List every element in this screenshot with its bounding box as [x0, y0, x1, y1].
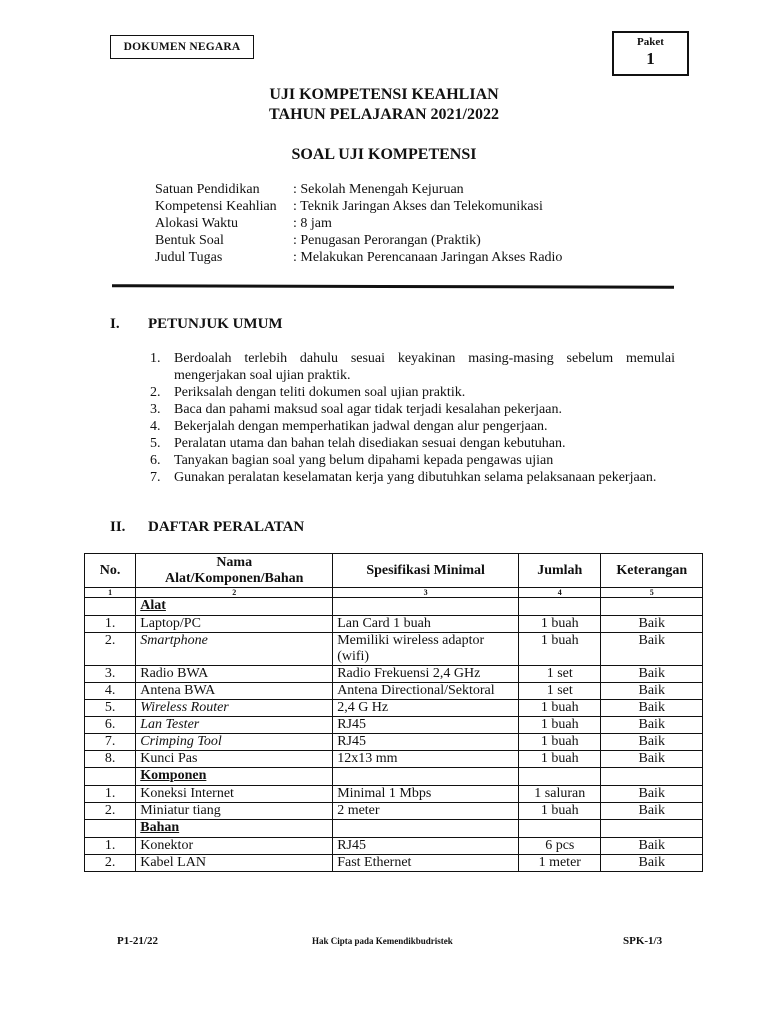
meta-value: : Sekolah Menengah Kejuruan: [293, 182, 464, 197]
header-spec: Spesifikasi Minimal: [333, 554, 519, 588]
instruction-text: Tanyakan bagian soal yang belum dipahami kepada pengawas ujian: [174, 453, 554, 468]
category-label: Bahan: [136, 820, 333, 838]
paket-label: Paket: [637, 36, 664, 48]
table-row: [85, 751, 703, 768]
meta-row: [155, 181, 562, 198]
item-spec: Lan Card 1 buah: [333, 616, 519, 633]
meta-key: Bentuk Soal: [155, 233, 224, 248]
item-note: Baik: [601, 666, 703, 683]
instruction-text: Bekerjalah dengan memperhatikan jadwal dengan alur pengerjaan.: [174, 419, 548, 434]
header-note: Keterangan: [601, 554, 703, 588]
item-name: Smartphone: [136, 633, 333, 666]
empty-cell: [601, 768, 703, 786]
table-row: [85, 838, 703, 855]
item-name: Crimping Tool: [136, 734, 333, 751]
header-no: No.: [85, 554, 136, 588]
empty-cell: [333, 820, 519, 838]
item-quantity: 1 set: [519, 683, 601, 700]
title-line-1: UJI KOMPETENSI KEAHLIAN: [269, 86, 499, 103]
item-note: Baik: [601, 751, 703, 768]
item-quantity: 1 buah: [519, 751, 601, 768]
row-number: 1.: [85, 786, 136, 803]
row-number: 2.: [85, 803, 136, 820]
table-index-row: [85, 588, 703, 598]
item-name: Koneksi Internet: [136, 786, 333, 803]
equipment-table: [84, 553, 703, 872]
empty-cell: [333, 768, 519, 786]
empty-cell: [519, 768, 601, 786]
item-name: Kunci Pas: [136, 751, 333, 768]
row-number: 1.: [85, 616, 136, 633]
meta-row: [155, 232, 562, 249]
row-number: 6.: [85, 717, 136, 734]
meta-row: [155, 215, 562, 232]
meta-row: [155, 249, 562, 266]
instruction-text: Periksalah dengan teliti dokumen soal ujian praktik.: [174, 385, 466, 400]
meta-value: : 8 jam: [293, 216, 332, 231]
instruction-item: [148, 384, 675, 401]
item-spec: Radio Frekuensi 2,4 GHz: [333, 666, 519, 683]
general-instructions-list: [148, 350, 675, 486]
section-1-title: PETUNJUK UMUM: [148, 316, 283, 332]
instruction-item: [148, 401, 675, 418]
row-number: 5.: [85, 700, 136, 717]
instruction-text: Berdoalah terlebih dahulu sesuai keyakinan masing-masing sebelum memulai mengerjakan soal ujian praktik.: [174, 351, 675, 383]
table-row: [85, 786, 703, 803]
table-header-row: [85, 554, 703, 588]
item-name: Laptop/PC: [136, 616, 333, 633]
item-spec: Minimal 1 Mbps: [333, 786, 519, 803]
table-row: [85, 717, 703, 734]
empty-cell: [85, 820, 136, 838]
row-number: 2.: [85, 633, 136, 666]
table-row: [85, 666, 703, 683]
footer-copyright: Hak Cipta pada Kemendikbudristek: [312, 936, 453, 946]
item-quantity: 1 buah: [519, 700, 601, 717]
item-spec: RJ45: [333, 717, 519, 734]
item-name: Miniatur tiang: [136, 803, 333, 820]
item-quantity: 1 set: [519, 666, 601, 683]
table-row: [85, 803, 703, 820]
empty-cell: [85, 598, 136, 616]
item-note: Baik: [601, 717, 703, 734]
instruction-item: [148, 469, 675, 486]
row-number: 7.: [85, 734, 136, 751]
item-note: Baik: [601, 616, 703, 633]
item-name: Konektor: [136, 838, 333, 855]
instruction-number: 3.: [150, 402, 161, 417]
footer-page-code: SPK-1/3: [623, 935, 663, 947]
item-name: Lan Tester: [136, 717, 333, 734]
item-note: Baik: [601, 838, 703, 855]
section-2-title: DAFTAR PERALATAN: [148, 519, 305, 535]
section-2-number: II.: [110, 519, 126, 535]
item-quantity: 1 buah: [519, 717, 601, 734]
title-line-2: TAHUN PELAJARAN 2021/2022: [269, 106, 499, 123]
instruction-item: [148, 350, 675, 384]
table-row: [85, 734, 703, 751]
item-note: Baik: [601, 633, 703, 666]
meta-key: Judul Tugas: [155, 250, 223, 265]
column-index: 3: [333, 588, 519, 598]
item-note: Baik: [601, 803, 703, 820]
empty-cell: [519, 598, 601, 616]
item-spec: 2 meter: [333, 803, 519, 820]
item-spec: Antena Directional/Sektoral: [333, 683, 519, 700]
empty-cell: [333, 598, 519, 616]
instruction-text: Baca dan pahami maksud soal agar tidak terjadi kesalahan pekerjaan.: [174, 402, 562, 417]
table-row: [85, 633, 703, 666]
item-spec: Fast Ethernet: [333, 855, 519, 872]
instruction-item: [148, 452, 675, 469]
instruction-text: Gunakan peralatan keselamatan kerja yang dibutuhkan selama pelaksanaan pekerjaan.: [174, 470, 657, 485]
meta-key: Alokasi Waktu: [155, 216, 238, 231]
item-quantity: 1 meter: [519, 855, 601, 872]
row-number: 2.: [85, 855, 136, 872]
item-quantity: 1 buah: [519, 616, 601, 633]
item-quantity: 1 buah: [519, 734, 601, 751]
paket-box: [612, 31, 689, 76]
instruction-number: 5.: [150, 436, 161, 451]
exam-meta-info: [155, 181, 562, 266]
category-row: [85, 768, 703, 786]
instruction-text: Peralatan utama dan bahan telah disediakan sesuai dengan kebutuhan.: [174, 436, 566, 451]
item-spec: Memiliki wireless adaptor (wifi): [333, 633, 519, 666]
header-qty: Jumlah: [519, 554, 601, 588]
empty-cell: [519, 820, 601, 838]
category-label: Alat: [136, 598, 333, 616]
row-number: 1.: [85, 838, 136, 855]
row-number: 8.: [85, 751, 136, 768]
category-label: Komponen: [136, 768, 333, 786]
item-note: Baik: [601, 855, 703, 872]
section-1-number: I.: [110, 316, 120, 332]
row-number: 3.: [85, 666, 136, 683]
instruction-number: 7.: [150, 470, 161, 485]
table-row: [85, 683, 703, 700]
item-spec: 12x13 mm: [333, 751, 519, 768]
meta-row: [155, 198, 562, 215]
category-row: [85, 820, 703, 838]
instruction-number: 2.: [150, 385, 161, 400]
column-index: 1: [85, 588, 136, 598]
meta-value: : Teknik Jaringan Akses dan Telekomunikasi: [293, 199, 543, 214]
item-note: Baik: [601, 683, 703, 700]
meta-key: Satuan Pendidikan: [155, 182, 260, 197]
instruction-number: 1.: [150, 351, 161, 366]
item-spec: RJ45: [333, 838, 519, 855]
meta-key: Kompetensi Keahlian: [155, 199, 277, 214]
item-quantity: 6 pcs: [519, 838, 601, 855]
instruction-number: 6.: [150, 453, 161, 468]
item-spec: RJ45: [333, 734, 519, 751]
meta-value: : Penugasan Perorangan (Praktik): [293, 233, 481, 248]
item-name: Wireless Router: [136, 700, 333, 717]
column-index: 2: [136, 588, 333, 598]
item-spec: 2,4 G Hz: [333, 700, 519, 717]
instruction-item: [148, 435, 675, 452]
column-index: 5: [601, 588, 703, 598]
row-number: 4.: [85, 683, 136, 700]
item-name: Antena BWA: [136, 683, 333, 700]
document-classification-label: DOKUMEN NEGARA: [110, 35, 254, 59]
empty-cell: [85, 768, 136, 786]
table-row: [85, 616, 703, 633]
instruction-item: [148, 418, 675, 435]
item-note: Baik: [601, 786, 703, 803]
meta-value: : Melakukan Perencanaan Jaringan Akses Radio: [293, 250, 563, 265]
item-quantity: 1 saluran: [519, 786, 601, 803]
item-note: Baik: [601, 700, 703, 717]
item-note: Baik: [601, 734, 703, 751]
column-index: 4: [519, 588, 601, 598]
empty-cell: [601, 598, 703, 616]
paket-number: 1: [646, 49, 655, 68]
category-row: [85, 598, 703, 616]
item-quantity: 1 buah: [519, 633, 601, 666]
instruction-number: 4.: [150, 419, 161, 434]
header-name: Nama Alat/Komponen/Bahan: [136, 554, 333, 588]
item-quantity: 1 buah: [519, 803, 601, 820]
item-name: Kabel LAN: [136, 855, 333, 872]
document-subtitle: SOAL UJI KOMPETENSI: [291, 146, 477, 163]
table-row: [85, 700, 703, 717]
table-row: [85, 855, 703, 872]
footer-left-code: P1-21/22: [117, 935, 158, 947]
header-divider: [112, 284, 674, 288]
empty-cell: [601, 820, 703, 838]
item-name: Radio BWA: [136, 666, 333, 683]
